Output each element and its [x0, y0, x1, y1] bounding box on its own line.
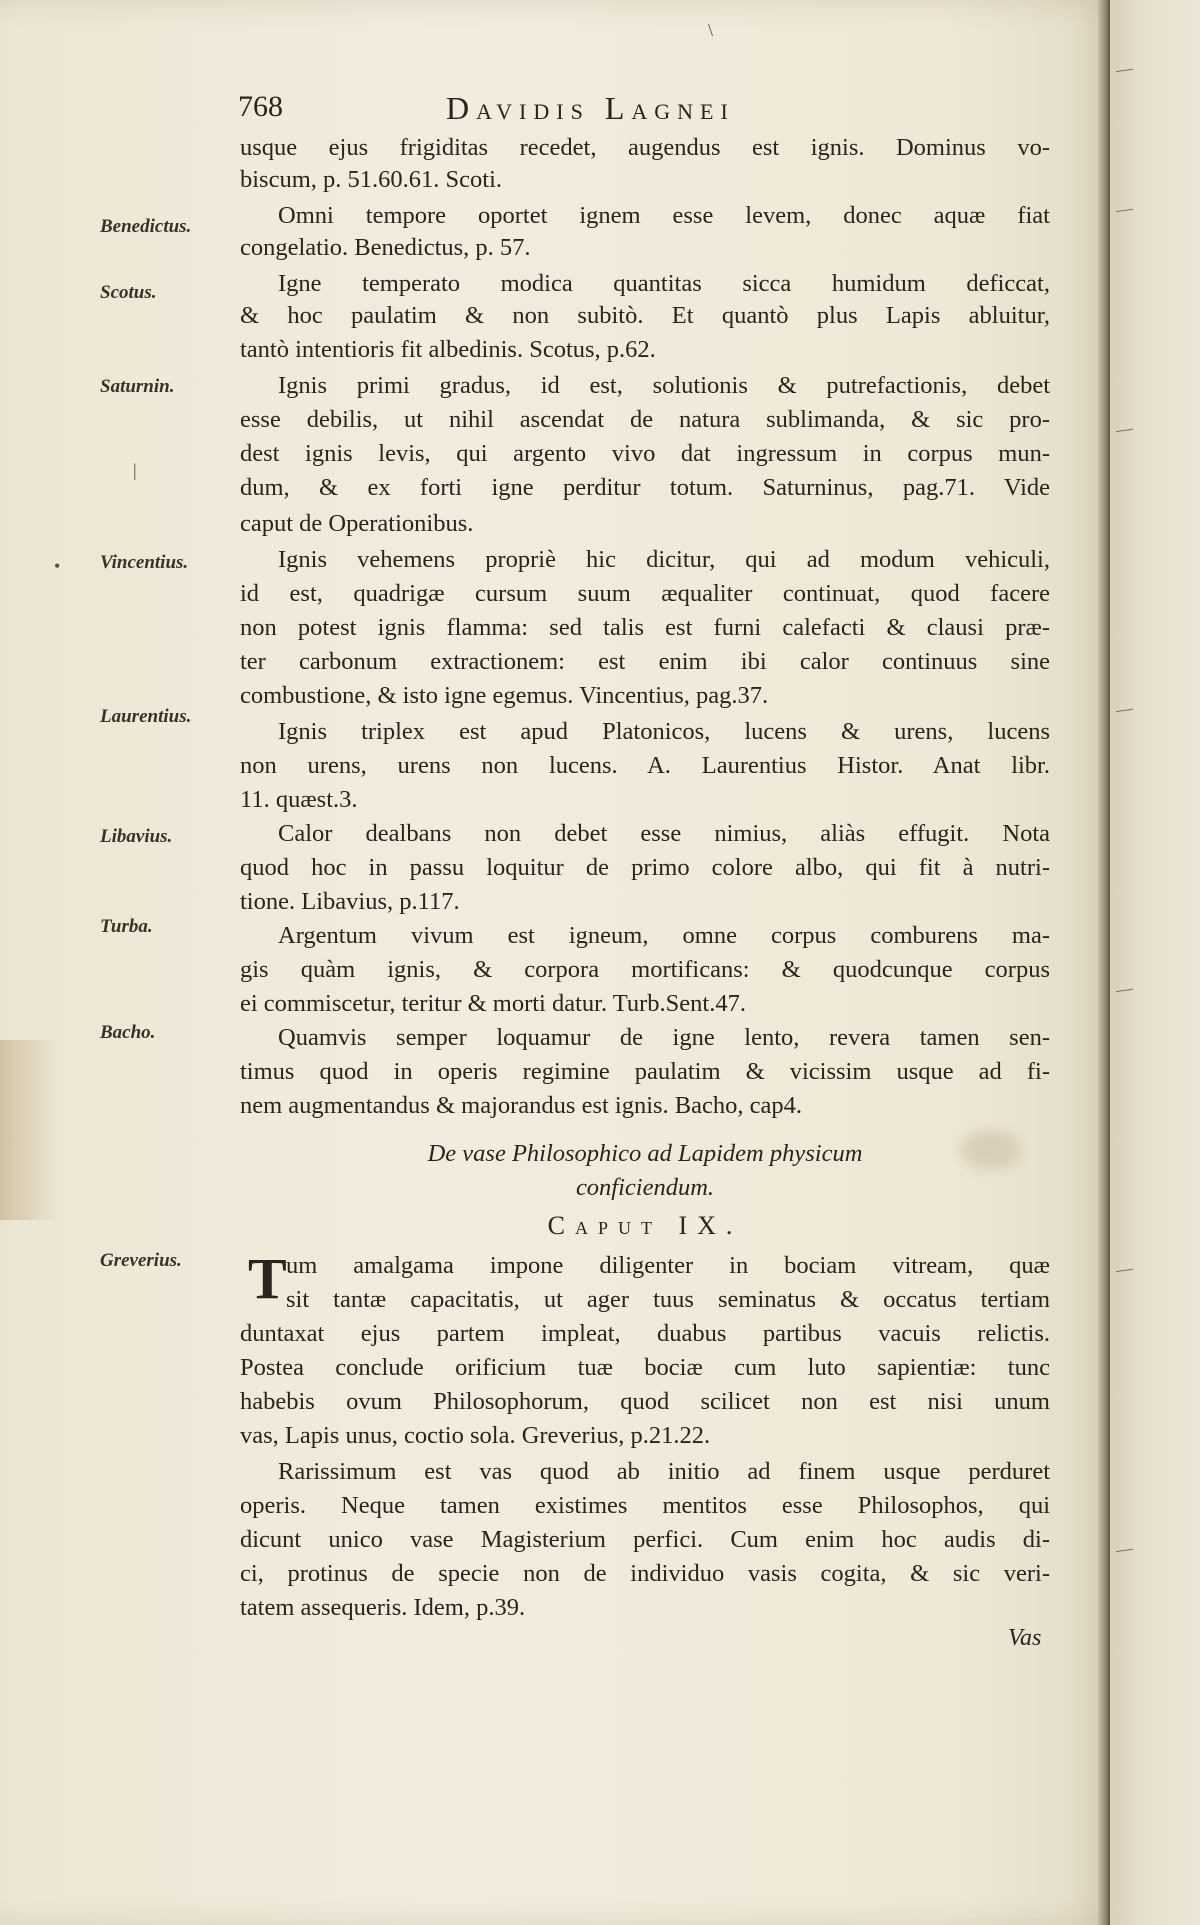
drop-cap: T: [248, 1246, 287, 1311]
text-line: usque ejus frigiditas recedet, augendus est ignis. Dominus vo-: [240, 134, 1050, 161]
faded-text: —: [1114, 417, 1135, 441]
faded-text: —: [1114, 977, 1135, 1001]
text-line: dicunt unico vase Magisterium perfici. Cum enim hoc audis di-: [240, 1526, 1050, 1553]
text-line: ter carbonum extractionem: est enim ibi calor continuus sine: [240, 648, 1050, 675]
page-number: 768: [238, 90, 283, 123]
next-page-edge: [1110, 0, 1200, 1925]
text-line: habebis ovum Philosophorum, quod scilicet non est nisi unum: [240, 1388, 1050, 1415]
margin-note-vincentius: Vincentius.: [100, 552, 189, 573]
text-line: id est, quadrigæ cursum suum æqualiter continuat, quod facere: [240, 580, 1050, 607]
page-header: [238, 90, 1098, 130]
catchword: Vas: [1008, 1625, 1042, 1651]
page-gutter-edge: [1098, 0, 1110, 1925]
margin-note-laurentius: Laurentius.: [100, 706, 192, 727]
text-line: non urens, urens non lucens. A. Laurentius Histor. Anat libr.: [240, 752, 1050, 779]
ink-mark: |: [133, 460, 137, 480]
faded-text: —: [1114, 197, 1135, 221]
page-stain: [0, 1040, 60, 1220]
text-line: Calor dealbans non debet esse nimius, aliàs effugit. Nota: [278, 820, 1050, 847]
faded-text: —: [1114, 1537, 1135, 1561]
text-line: tatem assequeris. Idem, p.39.: [240, 1594, 526, 1621]
text-line: tantò intentioris fit albedinis. Scotus, p.62.: [240, 336, 656, 363]
text-line: biscum, p. 51.60.61. Scoti.: [240, 166, 503, 193]
text-line: combustione, & isto igne egemus. Vincentius, pag.37.: [240, 682, 769, 709]
text-line: gis quàm ignis, & corpora mortificans: & quodcunque corpus: [240, 956, 1050, 983]
text-line: um amalgama impone diligenter in bociam vitream, quæ: [286, 1252, 1050, 1279]
text-line: Igne temperato modica quantitas sicca humidum deficcat,: [278, 270, 1050, 297]
chapter-heading: Caput IX.: [547, 1211, 743, 1240]
ink-mark: \: [708, 20, 714, 40]
margin-note-benedictus: Benedictus.: [100, 216, 192, 237]
text-line: Ignis triplex est apud Platonicos, lucens & urens, lucens: [278, 718, 1050, 745]
text-line: quod hoc in passu loquitur de primo colore albo, qui fit à nutri-: [240, 854, 1050, 881]
text-line: duntaxat ejus partem impleat, duabus partibus vacuis relictis.: [240, 1320, 1050, 1347]
text-line: non potest ignis flamma: sed talis est furni calefacti & clausi præ-: [240, 614, 1050, 641]
text-line: Argentum vivum est igneum, omne corpus comburens ma-: [278, 922, 1050, 949]
ink-mark: •: [54, 556, 61, 576]
text-line: 11. quæst.3.: [240, 786, 358, 813]
text-line: ei commiscetur, teritur & morti datur. Turb.Sent.47.: [240, 990, 746, 1017]
text-line: esse debilis, ut nihil ascendat de natura sublimanda, & sic pro-: [240, 406, 1050, 433]
section-title: conficiendum.: [575, 1174, 715, 1201]
text-line: dum, & ex forti igne perditur totum. Saturninus, pag.71. Vide: [240, 474, 1050, 501]
text-line: & hoc paulatim & non subitò. Et quantò plus Lapis abluitur,: [240, 302, 1050, 329]
margin-note-scotus: Scotus.: [100, 282, 157, 303]
text-line: operis. Neque tamen existimes mentitos esse Philosophos, qui: [240, 1492, 1050, 1519]
text-line: congelatio. Benedictus, p. 57.: [240, 234, 531, 261]
faded-text: —: [1114, 697, 1135, 721]
text-line: timus quod in operis regimine paulatim & vicissim usque ad fi-: [240, 1058, 1050, 1085]
text-line: ci, protinus de specie non de individuo vasis cogita, & sic veri-: [240, 1560, 1050, 1587]
text-line: Quamvis semper loquamur de igne lento, revera tamen sen-: [278, 1024, 1050, 1051]
text-line: Ignis vehemens propriè hic dicitur, qui ad modum vehiculi,: [278, 546, 1050, 573]
margin-note-saturnin: Saturnin.: [100, 376, 175, 397]
text-line: Rarissimum est vas quod ab initio ad finem usque perduret: [278, 1458, 1050, 1485]
text-line: caput de Operationibus.: [240, 510, 474, 537]
text-line: Ignis primi gradus, id est, solutionis & putrefactionis, debet: [278, 372, 1050, 399]
faded-text: —: [1114, 1257, 1135, 1281]
text-line: Postea conclude orificium tuæ bociæ cum luto sapientiæ: tunc: [240, 1354, 1050, 1381]
margin-note-libavius: Libavius.: [100, 826, 173, 847]
text-line: tione. Libavius, p.117.: [240, 888, 460, 915]
margin-note-turba: Turba.: [100, 916, 153, 937]
running-head: Davidis Lagnei: [446, 90, 735, 126]
text-line: vas, Lapis unus, coctio sola. Greverius, p.21.22.: [240, 1422, 711, 1449]
margin-note-bacho: Bacho.: [100, 1022, 156, 1043]
margin-note-greverius: Greverius.: [100, 1250, 182, 1271]
text-line: dest ignis levis, qui argento vivo dat ingressum in corpus mun-: [240, 440, 1050, 467]
faded-text: —: [1114, 57, 1135, 81]
text-line: Omni tempore oportet ignem esse levem, donec aquæ fiat: [278, 202, 1050, 229]
text-line: sit tantæ capacitatis, ut ager tuus seminatus & occatus tertiam: [286, 1286, 1050, 1313]
text-line: nem augmentandus & majorandus est ignis. Bacho, cap4.: [240, 1092, 803, 1119]
section-title: De vase Philosophico ad Lapidem physicum: [427, 1140, 863, 1167]
